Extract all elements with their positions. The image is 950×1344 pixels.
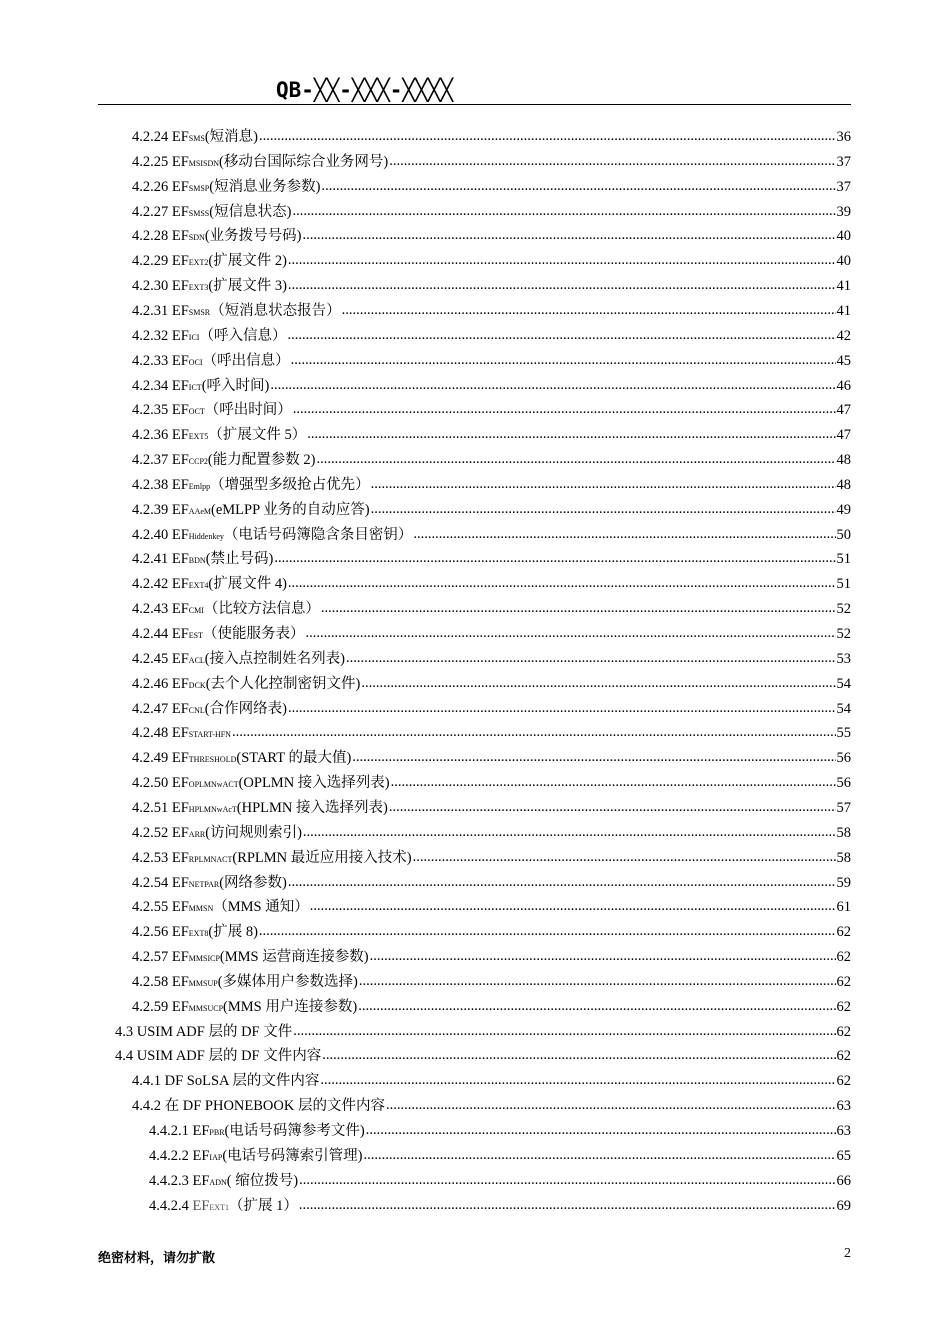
document-code: QB-╳╳-╳╳╳-╳╳╳╳ (276, 78, 454, 102)
toc-entry-number: 4.2.55 (132, 899, 169, 915)
toc-entry-number: 4.2.24 (132, 129, 169, 145)
toc-entry-ef: EF (192, 1173, 210, 1189)
toc-entry-page: 52 (836, 601, 851, 617)
toc-leader-dots (370, 944, 836, 969)
toc-leader-dots (358, 994, 835, 1019)
toc-leader-dots (293, 1019, 835, 1044)
toc-entry-ef: EF (171, 974, 189, 990)
toc-entry-page: 37 (836, 154, 851, 170)
toc-entry[interactable]: 4.4.2.2 EF IAP (电话号码簿索引管理) ..... 65 (149, 1144, 851, 1169)
toc-entry-page: 49 (836, 502, 851, 518)
toc-entry-ef: EF (171, 676, 189, 692)
toc-leader-dots (287, 323, 835, 348)
toc-entry-page: 41 (836, 303, 851, 319)
toc-entry-title: (扩展文件 3) (208, 278, 287, 294)
toc-entry-number: 4.2.56 (132, 924, 169, 940)
toc-entry-page: 62 (836, 1048, 851, 1064)
toc-entry-page: 41 (836, 278, 851, 294)
toc-entry[interactable]: 4.2.44 EF EST （使能服务表） ..... 52 (132, 622, 851, 647)
toc-leader-dots (413, 845, 836, 870)
toc-entry-number: 4.2.46 (132, 676, 169, 692)
toc-leader-dots (321, 174, 835, 199)
toc-entry-ef: EF (171, 875, 189, 891)
toc-entry[interactable]: 4.2.58 EF MMSUP (多媒体用户参数选择) ..... 62 (132, 970, 851, 995)
toc-leader-dots (259, 124, 836, 149)
toc-entry-title: （增强型多级抢占优先） (210, 477, 370, 493)
toc-entry[interactable]: 4.2.43 EF CMI （比较方法信息） ..... 52 (132, 597, 851, 622)
toc-entry-ef: EF (171, 701, 189, 717)
toc-entry-ef: EF (171, 800, 189, 816)
toc-entry-title: (移动台国际综合业务网号) (219, 154, 389, 170)
toc-entry-number: 4.4.2 (132, 1098, 161, 1114)
toc-entry-title: (OPLMN 接入选择列表) (238, 775, 390, 791)
toc-entry-page: 37 (836, 179, 851, 195)
toc-entry[interactable]: 4.2.49 EF THRESHOLD (START 的最大值) ..... 56 (132, 746, 851, 771)
toc-entry-page: 51 (836, 576, 851, 592)
toc-entry[interactable]: 4.2.54 EF NETPAR (网络参数) ..... 59 (132, 871, 851, 896)
toc-entry-title: （扩展 1） (228, 1198, 298, 1214)
toc-entry-ef: EF (171, 278, 189, 294)
page-number: 2 (844, 1246, 851, 1261)
toc-entry-number: 4.3 (115, 1024, 134, 1040)
toc-leader-dots (288, 273, 836, 298)
toc-entry-ef: EF (171, 502, 189, 518)
toc-entry-ef: EF (171, 850, 189, 866)
toc-entry[interactable]: 4.2.33 EF OCI （呼出信息） ..... 45 (132, 349, 851, 374)
toc-entry[interactable]: 4.2.31 EF SMSR （短消息状态报告） ..... 41 (132, 299, 851, 324)
toc-entry-number: 4.2.42 (132, 576, 169, 592)
toc-entry-title: USIM ADF 层的 DF 文件内容 (136, 1048, 322, 1064)
toc-entry-page: 66 (836, 1173, 851, 1189)
toc-entry-ef: EF (171, 353, 189, 369)
toc-entry-title: 在 DF PHONEBOOK 层的文件内容 (164, 1098, 385, 1114)
toc-entry[interactable]: 4.2.34 EF ICT (呼入时间) ..... 46 (132, 374, 851, 399)
toc-entry-page: 69 (836, 1198, 851, 1214)
toc-entry-title: (禁止号码) (205, 551, 274, 567)
toc-entry-page: 61 (836, 899, 851, 915)
toc-leader-dots (359, 969, 836, 994)
toc-entry[interactable]: 4.2.59 EF MMSUCP (MMS 用户连接参数) ..... 62 (132, 995, 851, 1020)
toc-leader-dots (320, 1068, 835, 1093)
toc-entry-title: (扩展 8) (208, 924, 258, 940)
toc-leader-dots (291, 348, 836, 373)
toc-entry-title: (能力配置参数 2) (207, 452, 316, 468)
toc-entry-page: 46 (836, 378, 851, 394)
toc-entry-page: 59 (836, 875, 851, 891)
toc-leader-dots (307, 422, 835, 447)
toc-entry-ef: EF (171, 899, 189, 915)
toc-entry-title: (接入点控制姓名列表) (204, 651, 345, 667)
toc-entry-page: 58 (836, 825, 851, 841)
toc-entry[interactable] (132, 1094, 851, 1119)
toc-entry[interactable]: 4.2.28 EF SDN (业务拨号号码) ..... 40 (132, 224, 851, 249)
toc-entry-title: (去个人化控制密钥文件) (205, 676, 361, 692)
toc-entry-ef: EF (171, 253, 189, 269)
toc-entry-ef: EF (171, 825, 189, 841)
toc-entry[interactable]: 4.2.36 EF EXT5 （扩展文件 5） ..... 47 (132, 423, 851, 448)
toc-entry-number: 4.2.27 (132, 204, 169, 220)
toc-entry-number: 4.2.39 (132, 502, 169, 518)
toc-entry-ef: EF (171, 228, 189, 244)
toc-entry-page: 51 (836, 551, 851, 567)
toc-entry[interactable]: 4.2.56 EF EXT8 (扩展 8) ..... 62 (132, 920, 851, 945)
toc-entry-page: 42 (836, 328, 851, 344)
toc-entry-title: （电话号码簿隐含条目密钥） (223, 527, 413, 543)
toc-entry-number: 4.2.41 (132, 551, 169, 567)
toc-leader-dots (371, 472, 836, 497)
toc-entry[interactable] (115, 1044, 851, 1069)
toc-entry-number: 4.2.51 (132, 800, 169, 816)
toc-entry[interactable]: 4.2.39 EF AAeM (eMLPP 业务的自动应答) ..... 49 (132, 498, 851, 523)
toc-entry-number: 4.2.45 (132, 651, 169, 667)
toc-entry-page: 48 (836, 452, 851, 468)
toc-entry-title: (多媒体用户参数选择) (217, 974, 358, 990)
toc-entry-title: (电话号码簿索引管理) (222, 1148, 363, 1164)
toc-entry-number: 4.2.40 (132, 527, 169, 543)
toc-entry-ef: EF (171, 576, 189, 592)
toc-entry-page: 62 (836, 1024, 851, 1040)
toc-entry[interactable]: 4.2.37 EF CCP2 (能力配置参数 2) ..... 48 (132, 448, 851, 473)
toc-entry[interactable]: 4.2.26 EF SMSP (短消息业务参数) ..... 37 (132, 175, 851, 200)
toc-entry[interactable]: 4.2.41 EF BDN (禁止号码) ..... 51 (132, 547, 851, 572)
toc-entry[interactable]: 4.2.48 EF START-HFN ..... 55 (132, 721, 851, 746)
toc-entry-ef: EF (171, 775, 189, 791)
toc-entry-number: 4.2.28 (132, 228, 169, 244)
toc-entry-number: 4.2.58 (132, 974, 169, 990)
toc-entry-page: 63 (836, 1098, 851, 1114)
toc-leader-dots (361, 671, 835, 696)
toc-leader-dots (293, 397, 836, 422)
toc-entry-title: USIM ADF 层的 DF 文件 (136, 1024, 293, 1040)
toc-entry-number: 4.2.35 (132, 402, 169, 418)
toc-entry[interactable] (132, 1069, 851, 1094)
toc-entry[interactable]: 4.2.47 EF CNL (合作网络表) ..... 54 (132, 697, 851, 722)
toc-leader-dots (352, 745, 835, 770)
toc-entry-ef: EF (171, 427, 189, 443)
toc-entry-number: 4.2.36 (132, 427, 169, 443)
toc-entry-page: 54 (836, 701, 851, 717)
toc-entry[interactable]: 4.2.50 EF OPLMNwACT (OPLMN 接入选择列表) ..... 56 (132, 771, 851, 796)
toc-entry-ef: EF (171, 477, 189, 493)
toc-entry-ef: EF (171, 999, 189, 1015)
toc-entry-number: 4.4.2.2 (149, 1148, 189, 1164)
toc-entry-number: 4.4 (115, 1048, 134, 1064)
toc-leader-dots (342, 298, 836, 323)
toc-entry-number: 4.4.1 (132, 1073, 161, 1089)
toc-entry-title: (短信息状态) (209, 204, 292, 220)
toc-entry-title: (合作网络表) (204, 701, 287, 717)
toc-entry-title: (访问规则索引) (205, 825, 302, 841)
toc-entry-ef: EF (192, 1198, 210, 1214)
toc-entry-ef: EF (171, 179, 189, 195)
toc-entry-ef: EF (171, 601, 189, 617)
toc-entry-title: （使能服务表） (203, 626, 305, 642)
toc-entry-number: 4.4.2.3 (149, 1173, 189, 1189)
toc-entry[interactable]: 4.2.24 EF SMS (短消息) ..... 36 (132, 125, 851, 150)
toc-entry-ef: EF (171, 154, 189, 170)
toc-entry-ef: EF (171, 402, 189, 418)
toc-entry-title: (扩展文件 2) (208, 253, 287, 269)
toc-entry-title: （呼出时间） (204, 402, 292, 418)
toc-leader-dots (292, 199, 835, 224)
toc-leader-dots (322, 1043, 835, 1068)
toc-entry-ef: EF (171, 750, 189, 766)
toc-entry-number: 4.2.32 (132, 328, 169, 344)
toc-entry-title: (短消息) (204, 129, 258, 145)
toc-entry-page: 45 (836, 353, 851, 369)
toc-entry-title: （呼入信息） (199, 328, 287, 344)
toc-entry-number: 4.2.59 (132, 999, 169, 1015)
toc-leader-dots (288, 571, 836, 596)
toc-leader-dots (363, 1143, 835, 1168)
toc-entry-number: 4.2.53 (132, 850, 169, 866)
toc-entry[interactable]: 4.2.45 EF ACL (接入点控制姓名列表) ..... 53 (132, 647, 851, 672)
toc-entry-page: 52 (836, 626, 851, 642)
toc-entry[interactable]: 4.2.30 EF EXT3 (扩展文件 3) ..... 41 (132, 274, 851, 299)
toc-entry-number: 4.2.31 (132, 303, 169, 319)
toc-entry-title: （扩展文件 5） (208, 427, 307, 443)
toc-leader-dots (386, 1093, 836, 1118)
toc-entry[interactable]: 4.2.52 EF ARR (访问规则索引) ..... 58 (132, 821, 851, 846)
toc-leader-dots (346, 646, 836, 671)
toc-entry[interactable]: 4.2.42 EF EXT4 (扩展文件 4) ..... 51 (132, 572, 851, 597)
toc-entry[interactable]: 4.2.46 EF DCK (去个人化控制密钥文件) ..... 54 (132, 672, 851, 697)
toc-leader-dots (303, 820, 836, 845)
toc-entry-page: 47 (836, 427, 851, 443)
toc-entry-ef: EF (171, 452, 189, 468)
toc-entry-page: 39 (836, 204, 851, 220)
toc-entry-page: 58 (836, 850, 851, 866)
toc-leader-dots (299, 1168, 835, 1193)
toc-leader-dots (306, 621, 836, 646)
toc-entry[interactable] (115, 1020, 851, 1045)
toc-entry-ef: EF (192, 1148, 210, 1164)
toc-entry-number: 4.2.57 (132, 949, 169, 965)
toc-entry-page: 36 (836, 129, 851, 145)
toc-leader-dots (270, 373, 835, 398)
toc-leader-dots (391, 770, 836, 795)
toc-entry-number: 4.2.49 (132, 750, 169, 766)
toc-entry-page: 62 (836, 949, 851, 965)
toc-entry-page: 47 (836, 402, 851, 418)
toc-entry-number: 4.2.54 (132, 875, 169, 891)
toc-entry[interactable]: 4.2.51 EF HPLMNwAcT (HPLMN 接入选择列表) ..... 57 (132, 796, 851, 821)
toc-entry-number: 4.2.52 (132, 825, 169, 841)
toc-entry-number: 4.2.47 (132, 701, 169, 717)
toc-entry-number: 4.2.38 (132, 477, 169, 493)
toc-entry-number: 4.2.50 (132, 775, 169, 791)
toc-entry-number: 4.2.33 (132, 353, 169, 369)
toc-leader-dots (389, 795, 836, 820)
toc-entry-title: (START 的最大值) (236, 750, 352, 766)
toc-entry[interactable]: 4.2.55 EF MMSN （MMS 通知） ..... 61 (132, 895, 851, 920)
toc-leader-dots (389, 149, 835, 174)
toc-entry-page: 62 (836, 1073, 851, 1089)
toc-entry-page: 63 (836, 1123, 851, 1139)
toc-leader-dots (316, 447, 835, 472)
toc-entry-page: 57 (836, 800, 851, 816)
toc-entry-page: 62 (836, 974, 851, 990)
toc-entry-page: 56 (836, 775, 851, 791)
toc-entry-page: 50 (836, 527, 851, 543)
toc-leader-dots (371, 497, 836, 522)
toc-entry-title: (MMS 用户连接参数) (223, 999, 358, 1015)
confidential-notice: 绝密材料，请勿扩散 (98, 1251, 216, 1266)
toc-entry-ef: EF (171, 204, 189, 220)
toc-entry-title: (MMS 运营商连接参数) (219, 949, 369, 965)
toc-entry-ef: EF (171, 303, 189, 319)
toc-leader-dots (299, 1193, 836, 1218)
toc-entry[interactable]: 4.2.35 EF OCT （呼出时间） ..... 47 (132, 398, 851, 423)
toc-entry-ef: EF (171, 129, 189, 145)
toc-entry-title: （MMS 通知） (213, 899, 309, 915)
toc-entry-page: 48 (836, 477, 851, 493)
toc-leader-dots (413, 522, 835, 547)
toc-leader-dots (259, 919, 836, 944)
toc-entry-ef: EF (171, 527, 189, 543)
toc-entry-title: (HPLMN 接入选择列表) (236, 800, 388, 816)
toc-entry-ef: EF (171, 378, 189, 394)
toc-leader-dots (321, 596, 836, 621)
page-header (98, 72, 851, 105)
toc-entry[interactable]: 4.2.57 EF MMSICP (MMS 运营商连接参数) ..... 62 (132, 945, 851, 970)
toc-entry[interactable]: 4.2.38 EF Emlpp （增强型多级抢占优先） ..... 48 (132, 473, 851, 498)
toc-entry-title: (eMLPP 业务的自动应答) (211, 502, 370, 518)
toc-entry-title: (业务拨号号码) (204, 228, 302, 244)
toc-entry-title: （呼出信息） (202, 353, 290, 369)
toc-entry-page: 54 (836, 676, 851, 692)
toc-entry[interactable]: 4.4.2.3 EF ADN ( 缩位拨号) ..... 66 (149, 1169, 851, 1194)
toc-entry-title: (短消息业务参数) (209, 179, 321, 195)
toc-entry-page: 56 (836, 750, 851, 766)
toc-entry-title: ( 缩位拨号) (226, 1173, 299, 1189)
toc-leader-dots (366, 1118, 836, 1143)
toc-entry-title: (网络参数) (219, 875, 287, 891)
toc-leader-dots (310, 894, 836, 919)
toc-entry-ef: EF (192, 1123, 210, 1139)
toc-leader-dots (302, 223, 835, 248)
toc-leader-dots (274, 546, 835, 571)
toc-entry[interactable]: 4.4.2.1 EF PBR (电话号码簿参考文件) ..... 63 (149, 1119, 851, 1144)
toc-entry-ef: EF (171, 924, 189, 940)
toc-entry-page: 40 (836, 253, 851, 269)
toc-entry-title: （短消息状态报告） (210, 303, 341, 319)
toc-entry-number: 4.4.2.1 (149, 1123, 189, 1139)
toc-entry-page: 65 (836, 1148, 851, 1164)
toc-entry-page: 53 (836, 651, 851, 667)
toc-entry-number: 4.2.37 (132, 452, 169, 468)
toc-entry-title: （比较方法信息） (203, 601, 320, 617)
toc-entry[interactable]: 4.2.29 EF EXT2 (扩展文件 2) ..... 40 (132, 249, 851, 274)
toc-entry-number: 4.2.25 (132, 154, 169, 170)
toc-entry-title: (扩展文件 4) (208, 576, 287, 592)
toc-entry-number: 4.2.43 (132, 601, 169, 617)
toc-leader-dots (288, 248, 836, 273)
toc-leader-dots (288, 696, 836, 721)
toc-entry-ef: EF (171, 651, 189, 667)
toc-leader-dots (288, 870, 836, 895)
toc-entry-ef: EF (171, 725, 189, 741)
toc-entry-number: 4.2.30 (132, 278, 169, 294)
toc-entry[interactable]: 4.2.27 EF SMSS (短信息状态) ..... 39 (132, 200, 851, 225)
toc-entry-page: 62 (836, 924, 851, 940)
toc-entry-page: 40 (836, 228, 851, 244)
toc-entry-number: 4.2.44 (132, 626, 169, 642)
toc-entry[interactable]: 4.2.32 EF ICI （呼入信息） ..... 42 (132, 324, 851, 349)
toc-entry[interactable]: 4.4.2.4 EF EXT1 （扩展 1） ..... 69 (149, 1194, 851, 1219)
toc-entry-ef: EF (171, 551, 189, 567)
toc-entry-number: 4.2.48 (132, 725, 169, 741)
toc-entry-number: 4.2.29 (132, 253, 169, 269)
toc-entry-ef: EF (171, 949, 189, 965)
toc-entry[interactable]: 4.2.25 EF MSISDN (移动台国际综合业务网号) ..... 37 (132, 150, 851, 175)
toc-entry-page: 55 (836, 725, 851, 741)
toc-entry[interactable]: 4.2.40 EF Hiddenkey （电话号码簿隐含条目密钥） ..... 50 (132, 523, 851, 548)
toc-entry-page: 62 (836, 999, 851, 1015)
toc-entry-number: 4.4.2.4 (149, 1198, 189, 1214)
toc-entry-title: (RPLMN 最近应用接入技术) (232, 850, 412, 866)
toc-entry-ef: EF (171, 328, 189, 344)
toc-entry-title: (呼入时间) (201, 378, 270, 394)
toc-entry-number: 4.2.34 (132, 378, 169, 394)
toc-entry[interactable]: 4.2.53 EF RPLMNACT (RPLMN 最近应用接入技术) ..... 58 (132, 846, 851, 871)
toc-entry-title: (电话号码簿参考文件) (224, 1123, 365, 1139)
toc-leader-dots (232, 720, 836, 745)
toc-entry-number: 4.2.26 (132, 179, 169, 195)
toc-entry-title: DF SoLSA 层的文件内容 (164, 1073, 320, 1089)
toc-entry-ef: EF (171, 626, 189, 642)
